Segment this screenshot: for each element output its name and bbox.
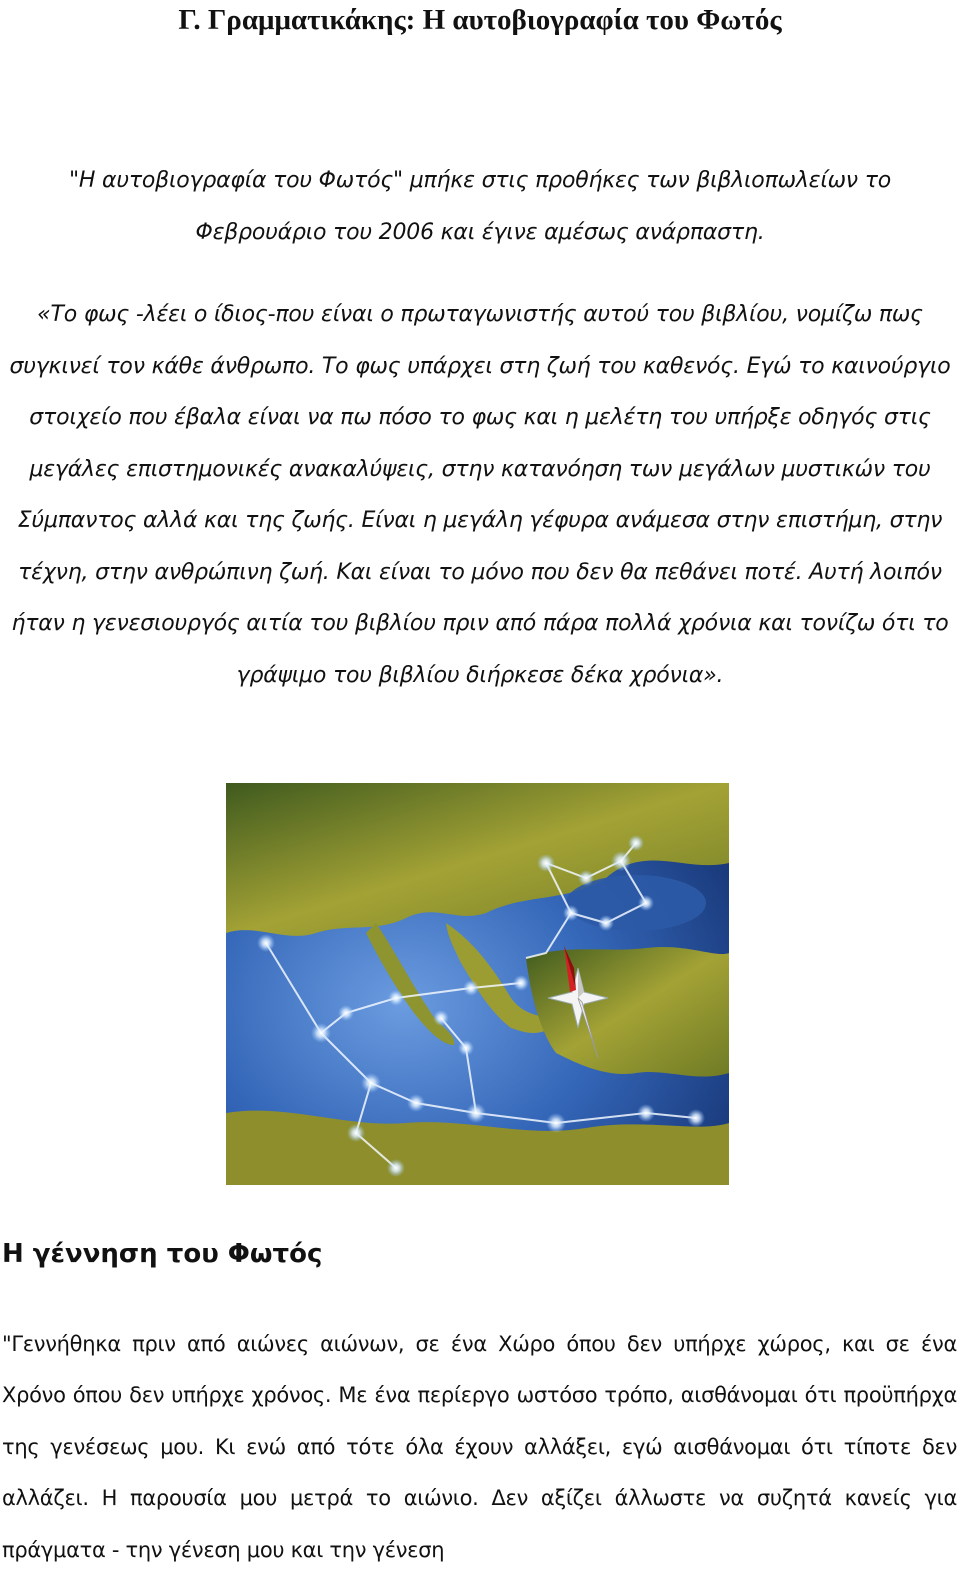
intro-paragraph-1: "Η αυτοβιογραφία του Φωτός" μπήκε στις προθήκες των βιβλιοπωλείων το Φεβρουάριο του 2006 και έγινε αμέσως ανάρπαστη. [68, 168, 891, 245]
constellation-map-illustration [226, 783, 729, 1185]
section-heading: Η γέννηση του Φωτός [2, 1239, 323, 1269]
intro-paragraph-2: «Το φως -λέει ο ίδιος-που είναι ο πρωταγωνιστής αυτού του βιβλίου, νομίζω πως συγκινεί τον κάθε άνθρωπο. Το φως υπάρχει στη ζωή του καθενός. Εγώ το καινούργιο στοιχείο που έβαλα είναι να πω πόσο το φως και η μελέτη του υπήρξε οδηγός στις μεγάλες επιστημονικές ανακαλύψεις, στην κατανόηση των μεγάλων μυστικών του Σύμπαντος αλλά και της ζωής. Είναι η μεγάλη γέφυρα ανάμεσα στην επιστήμη, στην τέχνη, στην ανθρώπινη ζωή. Και είναι το μόνο που δεν θα πεθάνει ποτέ. Αυτή λοιπόν ήταν η γενεσιουργός αιτία του βιβλίου πριν από πάρα πολλά χρόνια και τονίζω ότι το γράψιμο του βιβλίου διήρκεσε δέκα χρόνια». [9, 302, 951, 688]
document-title: Γ. Γραμματικάκης: Η αυτοβιογραφία του Φωτός [178, 4, 782, 36]
section-paragraph: "Γεννήθηκα πριν από αιώνες αιώνων, σε ένα Χώρο όπου δεν υπήρχε χώρος, και σε ένα Χρόνο όπου δεν υπήρχε χρόνος. Με ένα περίεργο ωστόσο τρόπο, αισθάνομαι ότι προϋπήρχα της γενέσεως μου. Κι ενώ από τότε όλα έχουν αλλάξει, εγώ αισθάνομαι ότι τίποτε δεν αλλάζει. Η παρουσία μου μετρά το αιώνιο. Δεν αξίζει άλλωστε να συζητά κανείς για πράγματα - την γένεση μου και την γένεση [2, 1332, 957, 1562]
